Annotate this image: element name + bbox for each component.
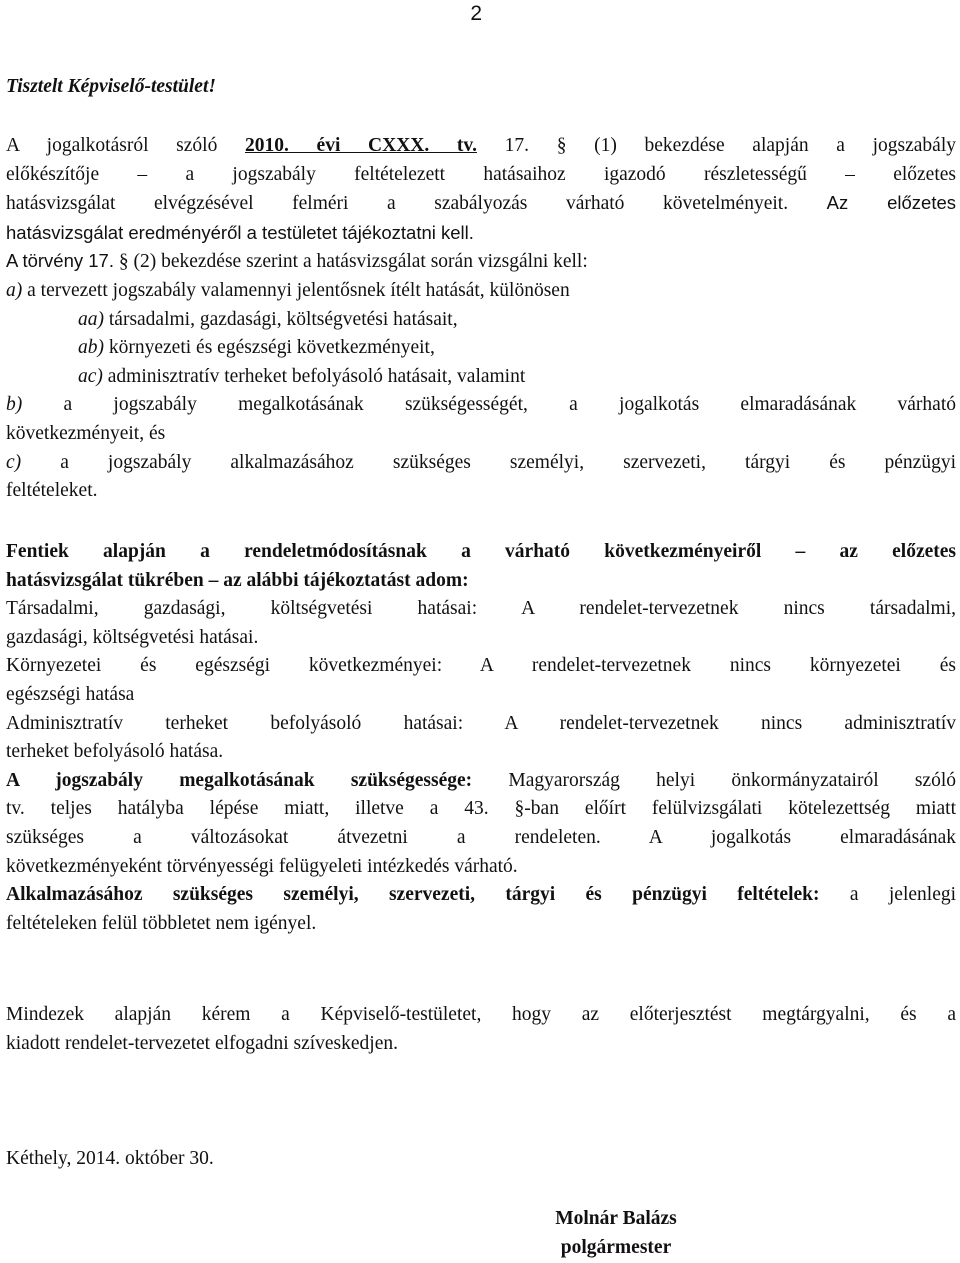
social-economic-line-1: Társadalmi, gazdasági, költségvetési hatásai: A rendelet-tervezetnek nincs társadalmi, — [6, 598, 956, 620]
environment-health-line-2: egészségi hatása — [6, 683, 135, 705]
list-item-aa: aa) társadalmi, gazdasági, költségvetési hatásait, — [78, 308, 458, 330]
list-item-b: b) a jogszabály megalkotásának szükségességét, a jogalkotás elmaradásának várható — [6, 394, 957, 416]
closing-line-2: kiadott rendelet-tervezetet elfogadni szíveskedjen. — [6, 1032, 398, 1054]
closing-line-1: Mindezek alapján kérem a Képviselő-testületet, hogy az előterjesztést megtárgyalni, és a — [6, 1004, 956, 1025]
signer-name: Molnár Balázs — [555, 1208, 677, 1229]
list-item-c-cont: feltételeket. — [6, 480, 98, 502]
list-item-ab: ab) környezeti és egészségi következményeit, — [78, 337, 435, 359]
environment-health-line-1: Környezetei és egészségi következményei: A rendelet-tervezetnek nincs környezetei és — [6, 655, 956, 677]
page-number: 2 — [470, 2, 482, 25]
signature-block — [536, 1204, 696, 1262]
intro-line-5: A törvény 17. § (2) bekezdése szerint a hatásvizsgálat során vizsgálni kell: — [6, 250, 588, 273]
intro-line-3: hatásvizsgálat elvégzésével felméri a szabályozás várható követelményeit. Az előzetes — [6, 192, 956, 215]
list-item-ac: ac) adminisztratív terheket befolyásoló hatásait, valamint — [78, 365, 526, 387]
necessity-line-4: következményeként törvényességi felügyeleti intézkedés várható. — [6, 855, 518, 877]
signer-title: polgármester — [560, 1237, 672, 1258]
necessity-line-3: szükséges a változásokat átvezetni a rendeleten. A jogalkotás elmaradásának — [6, 826, 956, 848]
list-item-c: c) a jogszabály alkalmazásához szükséges személyi, szervezeti, tárgyi és pénzügyi — [6, 451, 956, 473]
social-economic-line-2: gazdasági, költségvetési hatásai. — [6, 626, 259, 648]
greeting: Tisztelt Képviselő-testület! — [6, 76, 216, 97]
list-item-a: a) a tervezett jogszabály valamennyi jelentősnek ítélt hatását, különösen — [6, 279, 570, 301]
intro-line-1: A jogalkotásról szóló 2010. évi CXXX. tv. 17. § (1) bekezdése alapján a jogszabály — [6, 135, 956, 156]
closing-paragraph — [6, 1001, 956, 1058]
list-item-b-cont: következményeit, és — [6, 422, 166, 444]
section-heading-line-1: Fentiek alapján a rendeletmódosításnak a várható következményeiről – az előzetes — [6, 541, 956, 562]
intro-line-2: előkészítője – a jogszabály feltételezett hatásaihoz igazodó részletességű – előzetes — [6, 163, 956, 185]
place-date: Kéthely, 2014. október 30. — [6, 1148, 214, 1169]
conditions-line-2: feltételeken felül többletet nem igényel. — [6, 912, 317, 934]
administrative-line-1: Adminisztratív terheket befolyásoló hatásai: A rendelet-tervezetnek nincs adminisztratív — [6, 712, 956, 734]
necessity-line-2: tv. teljes hatályba lépése miatt, illetve a 43. §-ban előírt felülvizsgálati kötelezettség miatt — [6, 798, 956, 820]
necessity-line-1: A jogszabály megalkotásának szükségessége: Magyarország helyi önkormányzatairól szóló — [6, 769, 956, 791]
legal-background-section — [6, 132, 956, 506]
administrative-line-2: terheket befolyásoló hatása. — [6, 741, 224, 763]
law-reference: 2010. évi CXXX. tv. — [245, 135, 477, 156]
impact-assessment-section — [6, 538, 956, 938]
conditions-line-1: Alkalmazásához szükséges személyi, szervezeti, tárgyi és pénzügyi feltételek: a jelenlegi — [6, 884, 957, 906]
intro-line-4: hatásvizsgálat eredményéről a testületet tájékoztatni kell. — [6, 221, 474, 243]
section-heading-line-2: hatásvizsgálat tükrében – az alábbi tájékoztatást adom: — [6, 569, 469, 591]
